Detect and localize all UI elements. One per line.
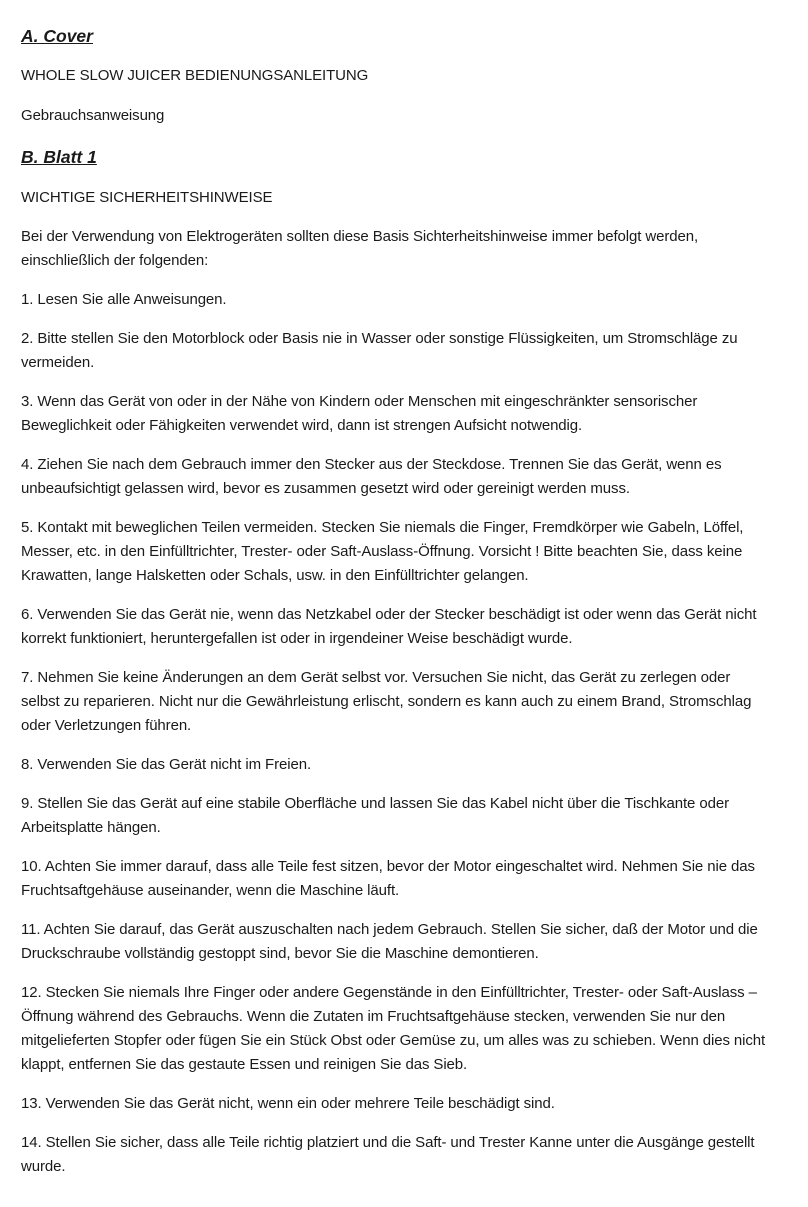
safety-item-line: 9. Stellen Sie das Gerät auf eine stabile Oberfläche und lassen Sie das Kabel nicht über die Tischkante oder bbox=[21, 795, 729, 812]
safety-item bbox=[21, 918, 796, 966]
section-heading-cover: A. Cover bbox=[21, 26, 93, 46]
safety-item-line: mitgelieferten Stopfer oder fügen Sie ein Stück Obst oder Gemüse zu, um alles was zu schieben. Wenn dies nicht bbox=[21, 1032, 766, 1049]
safety-item-line: 6. Verwenden Sie das Gerät nie, wenn das Netzkabel oder der Stecker beschädigt ist oder wenn das Gerät nicht bbox=[21, 606, 757, 623]
safety-item-line: Beweglichkeit oder Fähigkeiten verwendet wird, dann ist strengen Aufsicht notwendig. bbox=[21, 417, 583, 434]
safety-item-line: 8. Verwenden Sie das Gerät nicht im Freien. bbox=[21, 756, 312, 773]
safety-item-line: 12. Stecken Sie niemals Ihre Finger oder andere Gegenstände in den Einfülltrichter, Trester- oder Saft-Auslass – bbox=[21, 984, 757, 1001]
cover-title: WHOLE SLOW JUICER BEDIENUNGSANLEITUNG bbox=[21, 67, 369, 84]
safety-item-line: 2. Bitte stellen Sie den Motorblock oder Basis nie in Wasser oder sonstige Flüssigkeiten, um Stromschläge zu bbox=[21, 330, 738, 347]
safety-item-line: Messer, etc. in den Einfülltrichter, Trester- oder Saft-Auslass-Öffnung. Vorsicht ! Bitte beachten Sie, dass keine bbox=[21, 543, 743, 560]
safety-item-line: Krawatten, lange Halsketten oder Schals, usw. in den Einfülltrichter gelangen. bbox=[21, 567, 529, 584]
safety-item-line: wurde. bbox=[21, 1158, 66, 1175]
safety-item-line: oder Verletzungen führen. bbox=[21, 717, 192, 734]
safety-item-line: 1. Lesen Sie alle Anweisungen. bbox=[21, 291, 227, 308]
safety-item bbox=[21, 453, 796, 501]
safety-item bbox=[21, 792, 796, 840]
safety-item bbox=[21, 603, 796, 651]
safety-item-line: Arbeitsplatte hängen. bbox=[21, 819, 161, 836]
safety-item-line: unbeaufsichtigt gelassen wird, bevor es zusammen gesetzt wird oder gereinigt werden muss. bbox=[21, 480, 630, 497]
safety-item bbox=[21, 666, 796, 738]
safety-item-line: 7. Nehmen Sie keine Änderungen an dem Gerät selbst vor. Versuchen Sie nicht, das Gerät zu zerlegen oder bbox=[21, 669, 731, 686]
safety-item-line: 4. Ziehen Sie nach dem Gebrauch immer den Stecker aus der Steckdose. Trennen Sie das Gerät, wenn es bbox=[21, 456, 722, 473]
safety-item bbox=[21, 327, 796, 375]
safety-item-line: 13. Verwenden Sie das Gerät nicht, wenn ein oder mehrere Teile beschädigt sind. bbox=[21, 1095, 555, 1112]
safety-item-line: Öffnung während des Gebrauchs. Wenn die Zutaten im Fruchtsaftgehäuse stecken, verwenden Sie nur den bbox=[21, 1008, 726, 1025]
safety-item-line: 14. Stellen Sie sicher, dass alle Teile richtig platziert und die Saft- und Trester Kanne unter die Ausgänge gestellt bbox=[21, 1134, 755, 1151]
safety-item-line: vermeiden. bbox=[21, 354, 95, 371]
cover-subtitle: Gebrauchsanweisung bbox=[21, 107, 165, 124]
safety-item-line: 11. Achten Sie darauf, das Gerät auszuschalten nach jedem Gebrauch. Stellen Sie sicher, daß der Motor und die bbox=[21, 921, 758, 938]
safety-item-line: 5. Kontakt mit beweglichen Teilen vermeiden. Stecken Sie niemals die Finger, Fremdkörper wie Gabeln, Löffel, bbox=[21, 519, 744, 536]
safety-item bbox=[21, 981, 796, 1077]
safety-item bbox=[21, 753, 796, 777]
safety-item-line: selbst zu reparieren. Nicht nur die Gewährleistung erlischt, sondern es kann auch zu einem Brand, Stromschlag bbox=[21, 693, 752, 710]
safety-item-line: korrekt funktioniert, heruntergefallen ist oder in irgendeiner Weise beschädigt wurde. bbox=[21, 630, 573, 647]
safety-list bbox=[21, 288, 796, 1179]
safety-item bbox=[21, 288, 796, 312]
safety-item bbox=[21, 516, 796, 588]
intro-paragraph bbox=[21, 225, 796, 273]
safety-item-line: Druckschraube vollständig gestoppt sind, bevor Sie die Maschine demontieren. bbox=[21, 945, 539, 962]
section-heading-blatt-1: B. Blatt 1 bbox=[21, 147, 97, 167]
safety-item-line: Fruchtsaftgehäuse auseinander, wenn die Maschine läuft. bbox=[21, 882, 400, 899]
safety-item bbox=[21, 390, 796, 438]
intro-line: einschließlich der folgenden: bbox=[21, 252, 209, 269]
safety-item-line: 3. Wenn das Gerät von oder in der Nähe von Kindern oder Menschen mit eingeschränkter sensorischer bbox=[21, 393, 698, 410]
safety-item-line: 10. Achten Sie immer darauf, dass alle Teile fest sitzen, bevor der Motor eingeschaltet wird. Nehmen Sie nie das bbox=[21, 858, 755, 875]
safety-title: WICHTIGE SICHERHEITSHINWEISE bbox=[21, 189, 273, 206]
safety-item-line: klappt, entfernen Sie das gestaute Essen und reinigen Sie das Sieb. bbox=[21, 1056, 468, 1073]
safety-item bbox=[21, 1092, 796, 1116]
intro-line: Bei der Verwendung von Elektrogeräten sollten diese Basis Sichterheitshinweise immer befolgt werden, bbox=[21, 228, 699, 245]
safety-item bbox=[21, 1131, 796, 1179]
safety-item bbox=[21, 855, 796, 903]
